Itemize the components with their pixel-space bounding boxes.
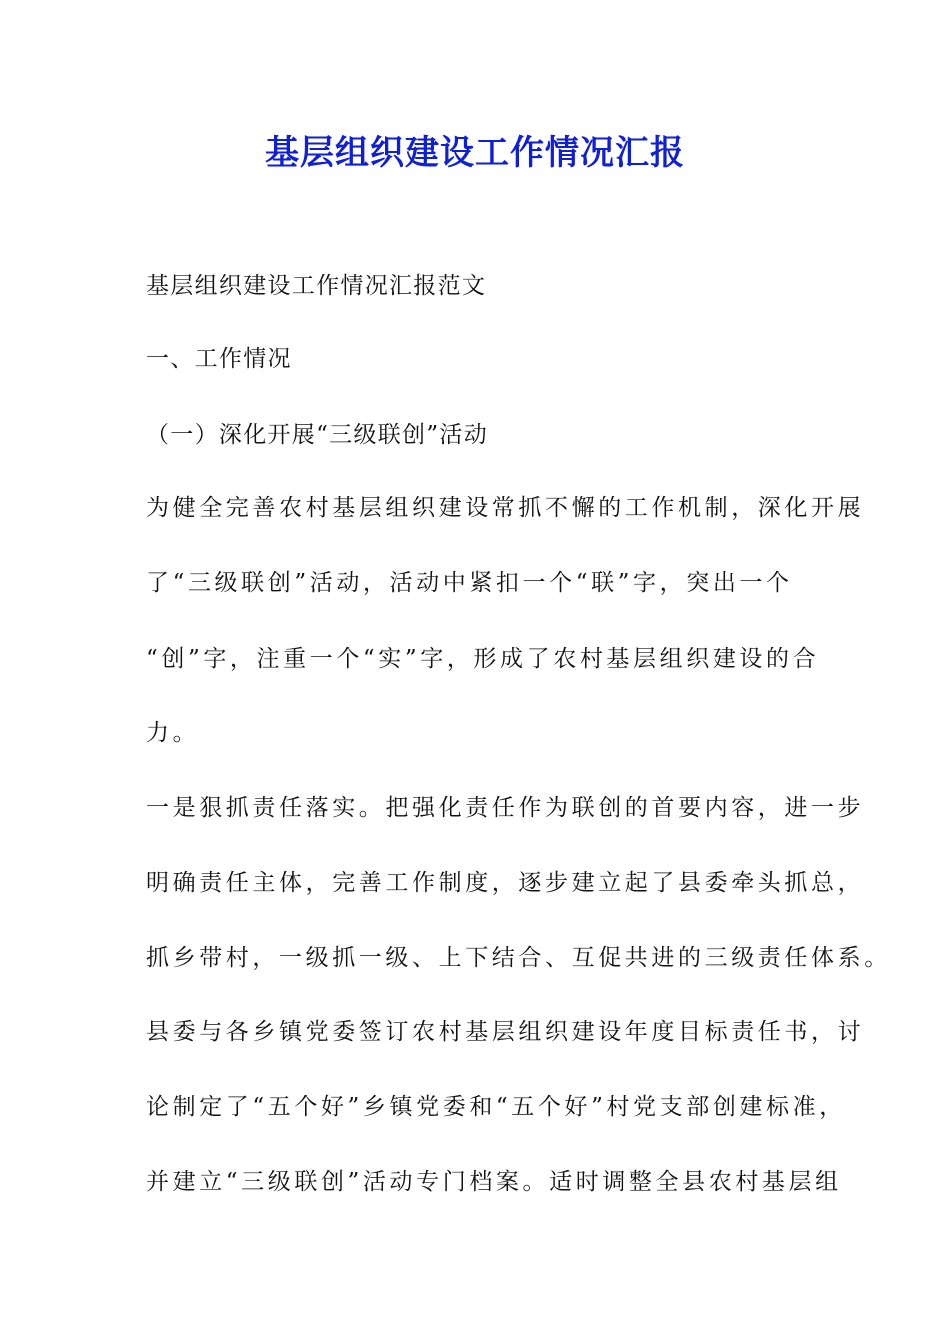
paragraph-line: 抓乡带村，一级抓一级、上下结合、互促共进的三级责任体系。 [146,945,891,971]
paragraph-line: 了“三级联创”活动，活动中紧扣一个“联”字，突出一个 [146,570,793,596]
subsection-heading: （一）深化开展“三级联创”活动 [146,422,489,448]
paragraph-line: “创”字，注重一个“实”字，形成了农村基层组织建设的合 [146,646,820,672]
document-subtitle: 基层组织建设工作情况汇报范文 [146,273,487,299]
paragraph-line: 一是狠抓责任落实。把强化责任作为联创的首要内容，进一步 [146,795,865,821]
paragraph-line: 并建立“三级联创”活动专门档案。适时调整全县农村基层组 [146,1169,842,1195]
paragraph-line: 明确责任主体，完善工作制度，逐步建立起了县委牵头抓总， [146,870,865,896]
paragraph-line: 县委与各乡镇党委签订农村基层组织建设年度目标责任书，讨 [146,1019,865,1045]
paragraph-line: 论制定了“五个好”乡镇党委和“五个好”村党支部创建标准， [146,1094,846,1120]
paragraph-line: 力。 [146,720,200,746]
document-title: 基层组织建设工作情况汇报 [265,133,685,173]
paragraph-line: 为健全完善农村基层组织建设常抓不懈的工作机制，深化开展 [146,495,865,521]
section-heading: 一、工作情况 [146,346,292,372]
